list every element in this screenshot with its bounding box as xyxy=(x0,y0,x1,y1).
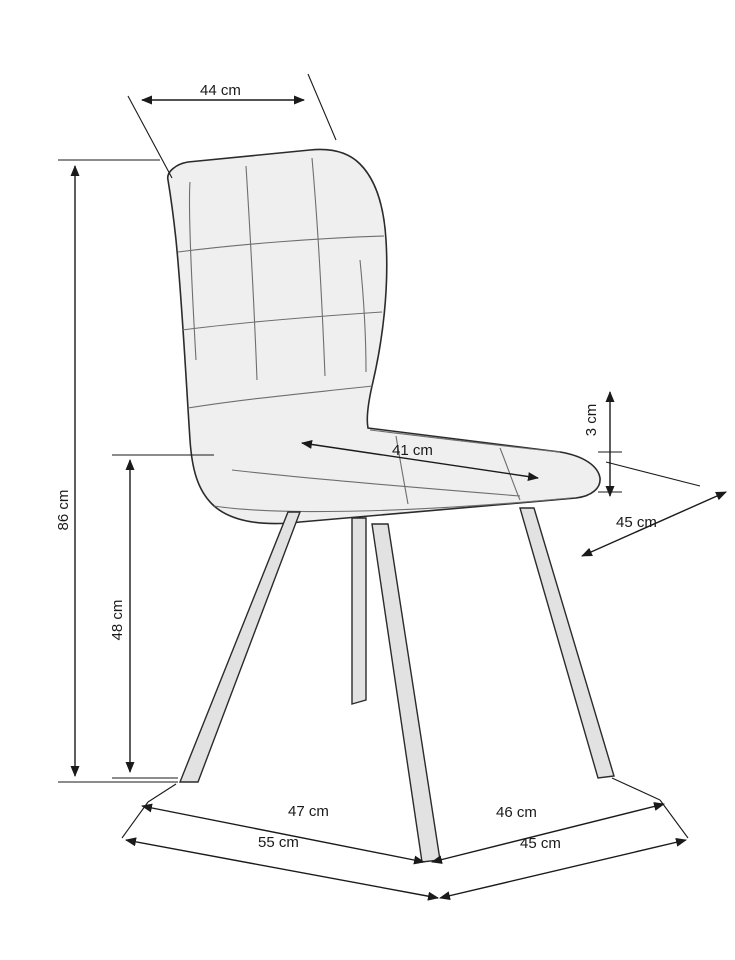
dimension-label-55: 55 cm xyxy=(258,834,299,851)
leg-back-center xyxy=(352,518,366,704)
dimension-label-47: 47 cm xyxy=(288,803,329,820)
dimension-seat-height xyxy=(109,455,214,778)
leg-front-left xyxy=(180,512,300,782)
dimension-label-86: 86 cm xyxy=(55,489,72,531)
dimension-label-41: 41 cm xyxy=(392,442,433,459)
dimension-seat-width-right xyxy=(582,462,726,556)
chair-illustration xyxy=(168,150,614,862)
dimension-label-45-bottom: 45 cm xyxy=(520,835,561,852)
dimension-label-48: 48 cm xyxy=(109,599,126,641)
dimension-label-46: 46 cm xyxy=(496,804,537,821)
dimension-label-45-right: 45 cm xyxy=(616,514,657,531)
dimension-label-44: 44 cm xyxy=(200,82,241,99)
dimension-base-width xyxy=(122,802,438,898)
dimension-base-depth xyxy=(440,800,688,898)
leg-front-right xyxy=(372,524,440,862)
chair-upholstery xyxy=(168,150,600,524)
chair-legs xyxy=(180,508,614,862)
dimension-label-3: 3 cm xyxy=(583,403,600,437)
dimension-total-height xyxy=(55,160,178,782)
